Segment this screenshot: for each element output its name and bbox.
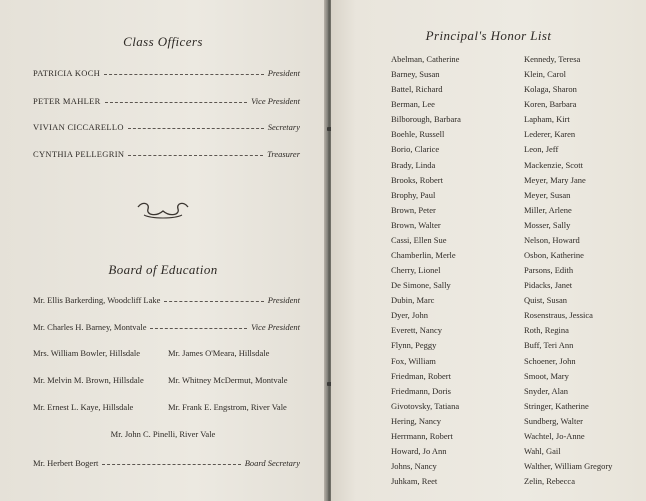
honor-student-name: Lederer, Karen [524, 129, 576, 140]
honor-student-name: Brady, Linda [391, 159, 436, 170]
honor-student-name: Osbon, Katherine [524, 250, 584, 261]
honor-student-name: Kennedy, Teresa [524, 54, 581, 64]
officer-name: CYNTHIA PELLEGRIN [33, 149, 125, 159]
honor-student-name: Wahl, Gail [524, 446, 561, 457]
honor-student-name: Chamberlin, Merle [391, 250, 456, 261]
honor-student-name: Dyer, John [391, 310, 428, 321]
leader-dots [104, 74, 264, 75]
board-member-name: Mr. James O'Meara, Hillsdale [168, 348, 270, 358]
officer-name: PETER MAHLER [33, 96, 101, 106]
board-vice-president-row [33, 318, 300, 332]
board-member-name: Mr. Herbert Bogert [33, 458, 99, 468]
board-member-name: Mr. Charles H. Barney, Montvale [33, 322, 147, 332]
honor-student-name: Juhkam, Reet [391, 476, 438, 487]
officer-role: Vice President [251, 96, 300, 106]
board-member-name: Mr. Frank E. Engstrom, River Vale [168, 402, 287, 412]
officer-role: Secretary [267, 122, 300, 132]
honor-student-name: Bilborough, Barbara [391, 114, 461, 125]
honor-student-name: Herrmann, Robert [391, 430, 453, 441]
flourish-ornament-icon [134, 199, 192, 221]
officer-role: Treasurer [267, 149, 300, 159]
honor-student-name: Battel, Richard [391, 84, 443, 95]
officer-row [33, 145, 300, 159]
honor-student-name: Nelson, Howard [524, 234, 580, 245]
honor-student-name: Boehle, Russell [391, 129, 445, 140]
honor-student-name: Wachtel, Jo-Anne [524, 430, 585, 441]
honor-student-name: Miller, Arlene [524, 204, 572, 215]
honor-student-name: Snyder, Alan [524, 385, 569, 396]
honor-student-name: Mackenzie, Scott [524, 159, 584, 170]
officer-role: President [267, 68, 300, 78]
honor-student-name: Koren, Barbara [524, 99, 577, 110]
honor-student-name: Berman, Lee [391, 99, 435, 110]
honor-student-name: Lapham, Kirt [524, 114, 570, 125]
honor-student-name: Everett, Nancy [391, 325, 442, 336]
honor-student-name: Johns, Nancy [391, 461, 437, 472]
honor-student-name: Howard, Jo Ann [391, 446, 447, 457]
board-member-name: Mr. Ernest L. Kaye, Hillsdale [33, 402, 134, 412]
honor-student-name: Borio, Clarice [391, 144, 440, 155]
board-member-name: Mr. John C. Pinelli, River Vale [110, 429, 216, 439]
officer-name: PATRICIA KOCH [33, 68, 101, 78]
board-member-name: Mr. Melvin M. Brown, Hillsdale [33, 375, 144, 385]
board-of-education-heading: Board of Education [108, 262, 218, 277]
honor-student-name: Barney, Susan [391, 69, 440, 80]
honor-student-name: Kolaga, Sharon [524, 84, 577, 95]
board-role: President [267, 295, 300, 305]
leader-dots [128, 155, 263, 156]
board-secretary-row [33, 454, 300, 468]
honor-student-name: Schoener, John [524, 355, 576, 366]
honor-student-name: Mosser, Sally [524, 219, 571, 230]
honor-student-name: Leon, Jeff [524, 144, 559, 155]
board-role: Vice President [251, 322, 300, 332]
honor-student-name: Dubin, Marc [391, 295, 435, 306]
honor-student-name: Friedmann, Doris [391, 385, 451, 396]
honor-student-name: Buff, Teri Ann [524, 340, 574, 351]
honor-student-name: Cherry, Lionel [391, 265, 441, 276]
honor-list-column-1 [391, 52, 461, 489]
leader-dots [102, 464, 240, 465]
honor-student-name: Cassi, Ellen Sue [391, 234, 447, 245]
right-page [331, 0, 646, 501]
officer-row [33, 64, 300, 78]
honor-student-name: Brophy, Paul [391, 189, 436, 200]
board-president-row [33, 291, 300, 305]
honor-student-name: Rosenstraus, Jessica [524, 310, 593, 321]
honor-student-name: Roth, Regina [524, 325, 569, 336]
honor-student-name: Brown, Peter [391, 204, 436, 215]
board-member-name: Mrs. William Bowler, Hillsdale [33, 348, 141, 358]
honor-student-name: Sundberg, Walter [524, 415, 583, 426]
honor-list-column-2 [524, 52, 612, 489]
honor-student-name: Meyer, Susan [524, 189, 571, 200]
honor-student-name: Pidacks, Janet [524, 280, 573, 291]
leader-dots [128, 128, 264, 129]
board-role: Board Secretary [244, 458, 300, 468]
class-officers-heading: Class Officers [123, 34, 203, 49]
honor-student-name: Friedman, Robert [391, 370, 451, 381]
leader-dots [164, 301, 263, 302]
honor-student-name: Fox, William [391, 355, 436, 366]
officer-row [33, 118, 300, 132]
honor-student-name: Abelman, Catherine [391, 54, 460, 64]
board-member-name: Mr. Ellis Barkerding, Woodcliff Lake [33, 295, 161, 305]
honor-student-name: Stringer, Katherine [524, 400, 589, 411]
board-member-name: Mr. Whitney McDermut, Montvale [168, 375, 288, 385]
honor-student-name: Walther, William Gregory [524, 461, 613, 472]
honor-student-name: De Simone, Sally [391, 280, 451, 291]
honor-student-name: Hering, Nancy [391, 415, 442, 426]
honor-list-heading: Principal's Honor List [425, 28, 552, 43]
honor-student-name: Givotovsky, Tatiana [391, 400, 460, 411]
officer-row [33, 92, 300, 106]
honor-student-name: Zelin, Rebecca [524, 476, 575, 487]
honor-student-name: Meyer, Mary Jane [524, 174, 586, 185]
honor-student-name: Klein, Carol [524, 69, 567, 80]
honor-student-name: Flynn, Peggy [391, 340, 437, 351]
honor-student-name: Brooks, Robert [391, 174, 443, 185]
honor-student-name: Quist, Susan [524, 295, 567, 306]
honor-student-name: Smoot, Mary [524, 370, 569, 381]
leader-dots [105, 102, 248, 103]
officer-name: VIVIAN CICCARELLO [33, 122, 124, 132]
leader-dots [150, 328, 247, 329]
honor-student-name: Brown, Walter [391, 219, 441, 230]
honor-student-name: Parsons, Edith [524, 265, 574, 276]
